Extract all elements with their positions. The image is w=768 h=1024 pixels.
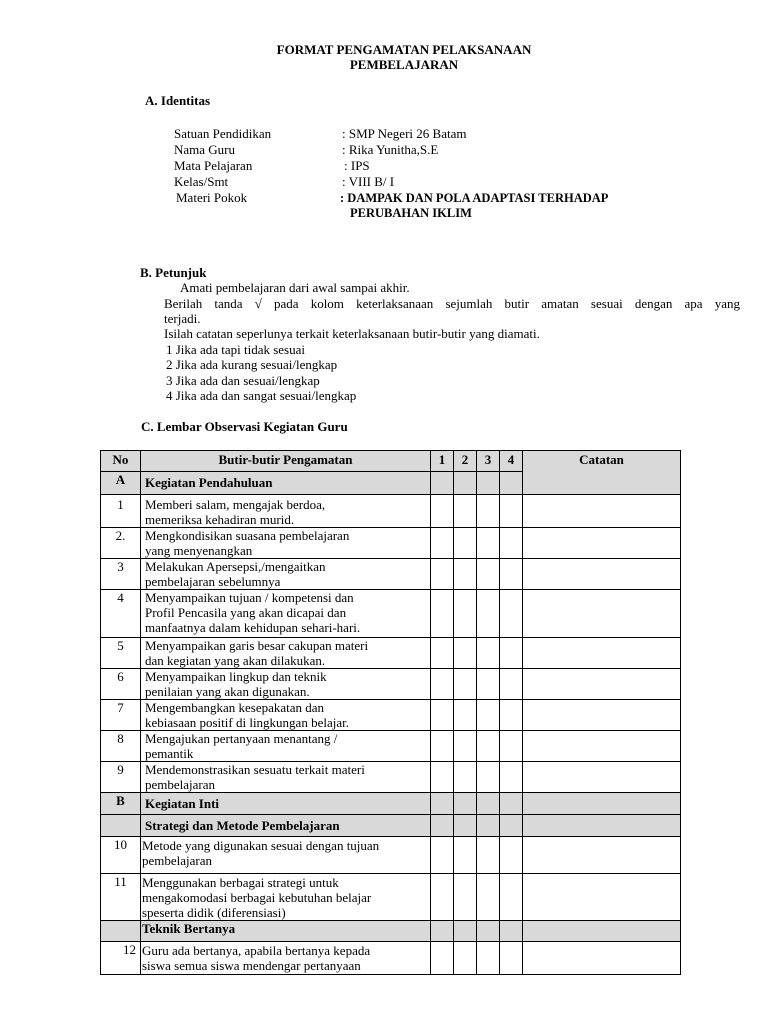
row-text [141,669,431,700]
section-no [101,921,141,942]
score-cell[interactable] [500,815,523,837]
score-cell[interactable] [431,528,454,559]
row-text-line: yang menyenangkan [145,543,253,558]
catatan-cell[interactable] [523,942,681,975]
row-no: 3 [101,559,141,590]
score-cell[interactable] [454,495,477,528]
score-cell[interactable] [477,669,500,700]
row-text [141,495,431,528]
score-cell[interactable] [431,700,454,731]
label-satuan-pendidikan: Satuan Pendidikan [174,126,272,141]
score-cell[interactable] [500,669,523,700]
catatan-cell[interactable] [523,874,681,921]
petunjuk-line: Isilah catatan seperlunya terkait keterlaksanaan butir-butir yang diamati. [164,326,540,341]
score-cell[interactable] [454,815,477,837]
row-text [141,700,431,731]
header-score-1: 1 [431,451,454,472]
table-row [101,874,681,921]
header-score-3: 3 [477,451,500,472]
score-cell[interactable] [454,762,477,793]
value-nama-guru: : Rika Yunitha,S.E [342,142,439,157]
row-text [141,762,431,793]
row-text-line: speserta didik (diferensiasi) [142,905,286,920]
score-cell[interactable] [454,793,477,815]
table-row [101,590,681,638]
row-no: 6 [101,669,141,700]
score-cell[interactable] [500,559,523,590]
score-cell[interactable] [477,559,500,590]
header-butir: Butir-butir Pengamatan [141,451,431,472]
score-cell[interactable] [477,874,500,921]
score-cell[interactable] [500,793,523,815]
document-title-line1: FORMAT PENGAMATAN PELAKSANAAN [276,42,532,57]
catatan-cell[interactable] [523,559,681,590]
score-cell[interactable] [500,495,523,528]
document-title-line2: PEMBELAJARAN [349,57,459,72]
score-cell[interactable] [454,559,477,590]
row-text-line: siswa semua siswa mendengar pertanyaan [142,958,361,973]
score-cell[interactable] [431,669,454,700]
score-cell[interactable] [454,942,477,975]
score-cell[interactable] [454,874,477,921]
row-text [141,874,431,921]
score-cell[interactable] [454,638,477,669]
score-cell[interactable] [431,638,454,669]
table-row [101,700,681,731]
petunjuk-line: 4 Jika ada dan sangat sesuai/lengkap [166,388,357,403]
catatan-cell[interactable] [523,731,681,762]
score-cell[interactable] [431,762,454,793]
score-cell[interactable] [500,731,523,762]
row-text-line: memeriksa kehadiran murid. [145,512,295,527]
petunjuk-line: Berilah tanda √ pada kolom keterlaksanaan sejumlah butir amatan sesuai dengan apa yang [164,296,740,311]
score-cell[interactable] [477,590,500,638]
row-text-line: Metode yang digunakan sesuai dengan tujuan [142,838,380,853]
table-row [101,669,681,700]
catatan-cell[interactable] [523,793,681,815]
row-no: 10 [101,837,141,874]
catatan-cell[interactable] [523,669,681,700]
row-text-line: pembelajaran sebelumnya [145,574,281,589]
row-text [141,528,431,559]
score-cell[interactable] [431,921,454,942]
section-no [101,815,141,837]
catatan-cell[interactable] [523,762,681,793]
score-cell[interactable] [477,638,500,669]
score-cell[interactable] [431,815,454,837]
label-kelas-smt: Kelas/Smt [174,174,229,189]
score-cell[interactable] [500,700,523,731]
row-text-line: Profil Pencasila yang akan dicapai dan [145,605,347,620]
score-cell[interactable] [431,559,454,590]
score-cell[interactable] [431,874,454,921]
score-cell[interactable] [500,472,523,495]
section-label: Kegiatan Inti [141,793,431,815]
row-text-line: pemantik [145,746,194,761]
score-cell[interactable] [477,700,500,731]
score-cell[interactable] [500,942,523,975]
score-cell[interactable] [431,472,454,495]
petunjuk-line: 3 Jika ada dan sesuai/lengkap [166,373,320,388]
score-cell[interactable] [500,590,523,638]
row-text-line: penilaian yang akan digunakan. [145,684,310,699]
value-materi-pokok-line2: PERUBAHAN IKLIM [350,206,472,220]
row-no: 9 [101,762,141,793]
row-no: 4 [101,590,141,638]
score-cell[interactable] [454,837,477,874]
score-cell[interactable] [477,495,500,528]
catatan-cell[interactable] [523,815,681,837]
score-cell[interactable] [454,590,477,638]
score-cell[interactable] [477,793,500,815]
score-cell[interactable] [500,638,523,669]
table-row [101,638,681,669]
row-text-line: Mengajukan pertanyaan menantang / [145,731,338,746]
catatan-cell[interactable] [523,921,681,942]
table-row [101,528,681,559]
score-cell[interactable] [477,837,500,874]
subsection-row [101,815,681,837]
row-text-line: Guru ada bertanya, apabila bertanya kepada [142,943,371,958]
table-row [101,837,681,874]
label-materi-pokok: Materi Pokok [176,190,248,205]
row-text-line: Mengembangkan kesepakatan dan [145,700,325,715]
header-score-2: 2 [454,451,477,472]
score-cell[interactable] [431,837,454,874]
score-cell[interactable] [477,762,500,793]
catatan-cell[interactable] [523,638,681,669]
subsection-label: Strategi dan Metode Pembelajaran [141,815,431,837]
observation-table [100,450,681,975]
row-text-line: Mengkondisikan suasana pembelajaran [145,528,350,543]
score-cell[interactable] [500,921,523,942]
row-no: 5 [101,638,141,669]
table-row [101,762,681,793]
row-text-line: Menyampaikan garis besar cakupan materi [145,638,369,653]
score-cell[interactable] [477,942,500,975]
row-no: 1 [101,495,141,528]
row-text [141,559,431,590]
score-cell[interactable] [477,921,500,942]
section-row-b [101,793,681,815]
section-label: Kegiatan Pendahuluan [141,472,431,495]
row-text-line: Mendemonstrasikan sesuatu terkait materi [145,762,365,777]
row-text-line: manfaatnya dalam kehidupan sehari-hari. [145,620,361,635]
row-text-line: pembelajaran [145,777,216,792]
row-no: 8 [101,731,141,762]
score-cell[interactable] [500,762,523,793]
row-text-line: Memberi salam, mengajak berdoa, [145,497,326,512]
row-no: 12 [101,942,141,975]
petunjuk-line: 1 Jika ada tapi tidak sesuai [166,342,305,357]
petunjuk-line: 2 Jika ada kurang sesuai/lengkap [166,357,338,372]
row-no: 2. [101,528,141,559]
row-text [141,731,431,762]
score-cell[interactable] [500,528,523,559]
header-catatan: Catatan [523,451,681,495]
header-no: No [101,451,141,472]
row-text-line: Menggunakan berbagai strategi untuk [142,875,339,890]
petunjuk-heading: B. Petunjuk [140,265,207,280]
score-cell[interactable] [431,793,454,815]
lembar-heading: C. Lembar Observasi Kegiatan Guru [141,419,348,434]
row-no: 7 [101,700,141,731]
table-row [101,559,681,590]
score-cell[interactable] [454,731,477,762]
row-no: 11 [101,874,141,921]
score-cell[interactable] [431,495,454,528]
row-text-line: Menyampaikan tujuan / kompetensi dan [145,590,354,605]
header-score-4: 4 [500,451,523,472]
value-kelas-smt: : VIII B/ I [342,174,395,189]
score-cell[interactable] [454,669,477,700]
catatan-cell[interactable] [523,528,681,559]
score-cell[interactable] [477,731,500,762]
row-text-line: kebiasaan positif di lingkungan belajar. [145,715,349,730]
subsection-row [101,921,681,942]
row-text [141,837,431,874]
row-text-line: Melakukan Apersepsi,/mengaitkan [145,559,326,574]
petunjuk-line: Amati pembelajaran dari awal sampai akhir. [180,280,410,295]
score-cell[interactable] [500,837,523,874]
row-text-line: dan kegiatan yang akan dilakukan. [145,653,326,668]
table-header-row [101,451,681,472]
catatan-cell[interactable] [523,495,681,528]
section-no: B [101,793,141,815]
score-cell[interactable] [477,472,500,495]
score-cell[interactable] [500,874,523,921]
score-cell[interactable] [431,731,454,762]
table-row [101,942,681,975]
subsection-label: Teknik Bertanya [141,921,431,942]
identitas-heading: A. Identitas [145,93,211,108]
score-cell[interactable] [454,700,477,731]
score-cell[interactable] [431,590,454,638]
score-cell[interactable] [477,815,500,837]
petunjuk-line: terjadi. [164,311,201,326]
score-cell[interactable] [454,472,477,495]
score-cell[interactable] [477,528,500,559]
row-text-line: mengakomodasi berbagai kebutuhan belajar [142,890,372,905]
section-no: A [101,472,141,495]
row-text [141,942,431,975]
value-materi-pokok-line1: : DAMPAK DAN POLA ADAPTASI TERHADAP [340,191,609,205]
value-mata-pelajaran: : IPS [344,158,370,173]
label-mata-pelajaran: Mata Pelajaran [174,158,253,173]
row-text-line: pembelajaran [142,853,213,868]
catatan-cell[interactable] [523,837,681,874]
catatan-cell[interactable] [523,590,681,638]
score-cell[interactable] [431,942,454,975]
score-cell[interactable] [454,528,477,559]
row-text-line: Menyampaikan lingkup dan teknik [145,669,327,684]
row-text [141,638,431,669]
catatan-cell[interactable] [523,700,681,731]
table-row [101,731,681,762]
value-satuan-pendidikan: : SMP Negeri 26 Batam [342,126,467,141]
score-cell[interactable] [454,921,477,942]
table-row [101,495,681,528]
row-text [141,590,431,638]
label-nama-guru: Nama Guru [174,142,236,157]
